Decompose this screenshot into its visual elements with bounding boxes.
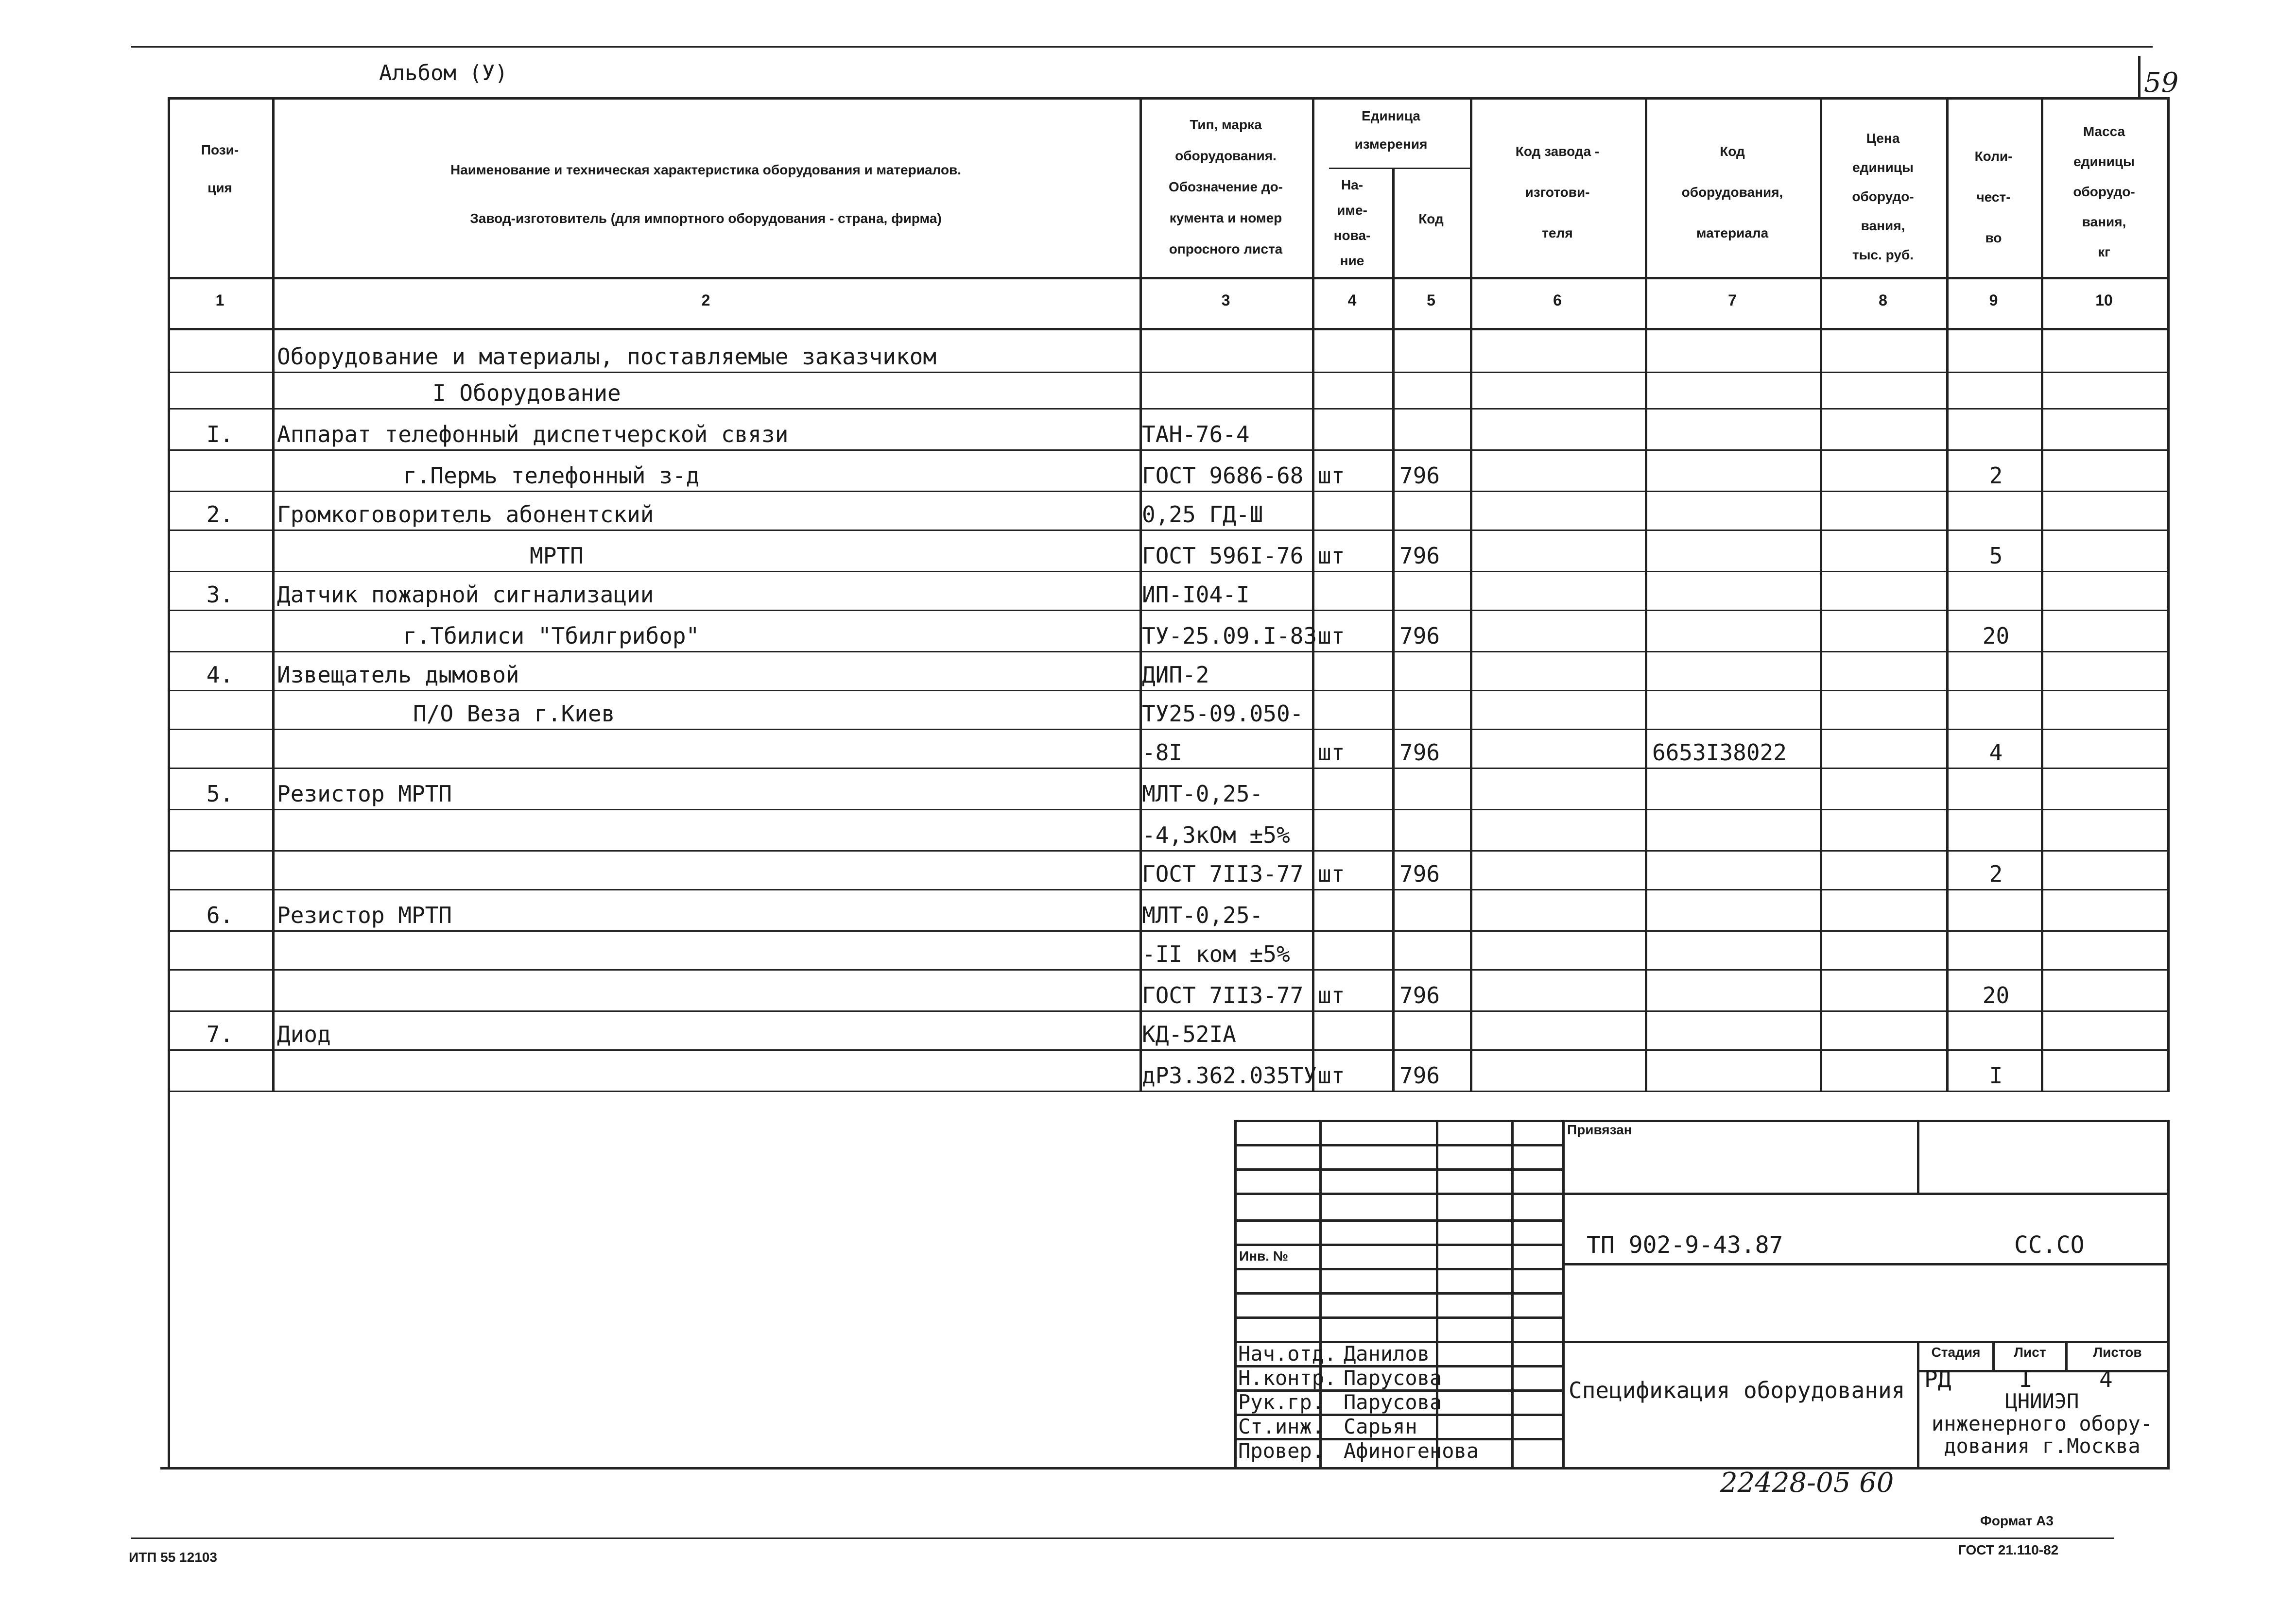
cell-equip-code [1652, 571, 1817, 610]
cell-pos [170, 610, 270, 651]
cell-pos [170, 969, 270, 1010]
cell-equip-code [1652, 850, 1817, 889]
sheet-left-border [168, 1091, 170, 1469]
cell-code [1399, 408, 1467, 449]
cell-unit [1318, 330, 1391, 372]
unit-group-header: Единица измерения [1354, 108, 1428, 152]
top-rule [131, 46, 2153, 48]
cell-unit [1318, 408, 1391, 449]
col-line-10 [2167, 97, 2170, 1091]
cell-code [1399, 1010, 1467, 1049]
tb-row-1 [1234, 1144, 1562, 1146]
cell-qty [1953, 930, 2038, 969]
cell-code [1399, 571, 1467, 610]
cell-qty [1953, 768, 2038, 809]
cell-type [1142, 372, 1312, 408]
cell-equip-code [1652, 330, 1817, 372]
cell-type: дР3.362.035ТУ [1142, 1062, 1317, 1089]
cell-pos [170, 372, 270, 408]
tb-row-6 [1234, 1268, 1562, 1270]
cell-qty [1953, 690, 2038, 729]
cell-pos [170, 729, 270, 768]
organization: ЦНИИЭП инженерного обору- дования г.Москва [1931, 1389, 2153, 1458]
cell-type: ГОСТ 7II3-77 [1142, 982, 1304, 1008]
cell-type: ГОСТ 9686-68 [1142, 462, 1304, 489]
album-label: Альбом (У) [379, 61, 508, 85]
col-num-5: 5 [1427, 291, 1435, 309]
col-header-7: Код оборудования, материала [1681, 144, 1783, 240]
col-num-9: 9 [1989, 291, 1998, 309]
inv-number-label: Инв. № [1239, 1248, 1289, 1264]
cell-equip-code [1652, 889, 1817, 930]
signer-name: Парусова [1344, 1366, 1442, 1390]
cell-unit [1318, 651, 1391, 690]
table-top-border [168, 97, 2170, 100]
cell-qty [1953, 889, 2038, 930]
sheet-value: I [2019, 1366, 2033, 1392]
cell-type: ИП-I04-I [1142, 581, 1250, 608]
cell-pos: 6. [206, 902, 234, 928]
cell-name [277, 969, 1137, 1010]
tb-row-3 [1234, 1193, 2167, 1195]
tb-row-7 [1234, 1292, 1562, 1295]
cell-pos [170, 809, 270, 850]
cell-name: Аппарат телефонный диспетчерской связи [277, 421, 789, 447]
cell-unit [1318, 690, 1391, 729]
cell-type: 0,25 ГД-Ш [1142, 501, 1263, 528]
tb-line-g [1917, 1120, 1919, 1193]
cell-equip-code [1652, 372, 1817, 408]
cell-pos [170, 850, 270, 889]
signer-role: Н.контр. [1238, 1366, 1337, 1390]
gost-label: ГОСТ 21.110-82 [1958, 1542, 2059, 1557]
page-number: 59 [2144, 67, 2179, 99]
col-line-1 [272, 97, 275, 1091]
stage-label: Стадия [1931, 1345, 1981, 1360]
stamp-label: ИТП 55 12103 [129, 1550, 217, 1565]
col-header-4: На- име- нова- ние [1333, 177, 1371, 268]
cell-pos: I. [206, 421, 234, 447]
cell-unit: шт [1318, 1062, 1345, 1089]
cell-equip-code [1652, 1049, 1817, 1091]
cell-unit: шт [1318, 739, 1345, 766]
cell-equip-code: 6653I38022 [1652, 739, 1787, 766]
cell-equip-code [1652, 449, 1817, 491]
cell-code: 796 [1399, 462, 1440, 489]
cell-unit: шт [1318, 982, 1345, 1008]
cell-code: 796 [1399, 1062, 1440, 1089]
cell-name [277, 729, 1137, 768]
tb-row-5 [1234, 1244, 1562, 1246]
signer-name: Данилов [1344, 1342, 1430, 1366]
cell-qty: 2 [1989, 861, 2003, 887]
col-header-6: Код завода - изготови- теля [1515, 144, 1600, 240]
col-num-6: 6 [1553, 291, 1562, 309]
cell-type: ДИП-2 [1142, 662, 1209, 688]
col-num-4: 4 [1347, 291, 1357, 309]
tb-row-2 [1234, 1168, 1562, 1171]
cell-equip-code [1652, 690, 1817, 729]
cell-qty [1953, 571, 2038, 610]
tb-line-a [1234, 1120, 1237, 1469]
cell-qty: 5 [1989, 543, 2003, 569]
cell-name [277, 1049, 1137, 1091]
cell-type: ТУ25-09.050- [1142, 700, 1304, 727]
cell-pos: 5. [206, 781, 234, 807]
cell-code: 796 [1399, 739, 1440, 766]
header-bottom-border [168, 277, 2170, 279]
cell-unit [1318, 930, 1391, 969]
footer-rule [131, 1538, 2114, 1539]
sheets-value: 4 [2099, 1366, 2113, 1392]
cell-pos: 3. [206, 581, 234, 608]
cell-pos [170, 530, 270, 571]
cell-type: -II ком ±5% [1142, 941, 1290, 967]
cell-type: МЛТ-0,25- [1142, 902, 1263, 928]
cell-unit [1318, 571, 1391, 610]
cell-pos [170, 930, 270, 969]
cell-name [277, 850, 1137, 889]
signer-role: Провер. [1238, 1439, 1325, 1463]
cell-qty: 20 [1982, 982, 2010, 1008]
cell-name: МРТП [530, 543, 584, 569]
signer-name: Афиногенова [1344, 1439, 1479, 1463]
cell-pos: 2. [206, 501, 234, 528]
cell-equip-code [1652, 1010, 1817, 1049]
cell-unit [1318, 889, 1391, 930]
cell-equip-code [1652, 809, 1817, 850]
col-header-3: Тип, марка оборудования. Обозначение до- кумента и номер опросного листа [1168, 117, 1283, 256]
cell-name: г.Пермь телефонный з-д [403, 462, 700, 489]
cell-unit: шт [1318, 462, 1345, 489]
cell-type: КД-52IA [1142, 1021, 1236, 1047]
signer-name: Сарьян [1344, 1415, 1417, 1438]
cell-equip-code [1652, 969, 1817, 1010]
col-num-2: 2 [701, 291, 710, 309]
cell-name: Оборудование и материалы, поставляемые заказчиком [277, 343, 937, 370]
cell-code [1399, 372, 1467, 408]
col-header-9: Коли- чест- во [1974, 149, 2013, 245]
cell-code [1399, 690, 1467, 729]
cell-pos [170, 449, 270, 491]
cell-code [1399, 809, 1467, 850]
cell-code: 796 [1399, 623, 1440, 649]
cell-code [1399, 651, 1467, 690]
cell-qty [1953, 809, 2038, 850]
tb-row-5b [1562, 1263, 2167, 1265]
cell-pos [170, 330, 270, 372]
col-num-10: 10 [2095, 291, 2113, 309]
row-divider [168, 1091, 2170, 1092]
cell-code: 796 [1399, 861, 1440, 887]
tb-line-e [1562, 1120, 1565, 1469]
cell-name [277, 930, 1137, 969]
cell-type: МЛТ-0,25- [1142, 781, 1263, 807]
tb-line-f [2167, 1120, 2170, 1469]
cell-name [277, 809, 1137, 850]
col-header-10: Масса единицы оборудо- вания, кг [2073, 124, 2135, 259]
handwritten-number: 22428-05 60 [1720, 1467, 1894, 1499]
cell-type: -8I [1142, 739, 1183, 766]
cell-unit: шт [1318, 543, 1345, 569]
cell-type: ТУ-25.09.I-83 [1142, 623, 1317, 649]
cell-type: -4,3кОм ±5% [1142, 822, 1290, 848]
cell-code [1399, 768, 1467, 809]
cell-qty: 20 [1982, 623, 2010, 649]
unit-group-rule [1329, 168, 1470, 169]
cell-equip-code [1652, 610, 1817, 651]
cell-code [1399, 930, 1467, 969]
doc-title: Спецификация оборудования [1569, 1377, 1905, 1403]
doc-code: ТП 902-9-43.87 [1587, 1231, 1783, 1259]
cell-unit: шт [1318, 623, 1345, 649]
cell-code: 796 [1399, 543, 1440, 569]
cell-code [1399, 330, 1467, 372]
cell-name: Резистор МРТП [277, 902, 452, 928]
cell-unit [1318, 372, 1391, 408]
cell-equip-code [1652, 651, 1817, 690]
cell-code [1399, 491, 1467, 530]
cell-unit [1318, 491, 1391, 530]
cell-qty [1953, 651, 2038, 690]
col-header-1: Пози- ция [201, 142, 239, 195]
col-num-7: 7 [1728, 291, 1737, 309]
cell-unit [1318, 768, 1391, 809]
cell-qty: 2 [1989, 462, 2003, 489]
cell-type: ТАН-76-4 [1142, 421, 1250, 447]
col-num-3: 3 [1221, 291, 1230, 309]
cell-qty [1953, 491, 2038, 530]
cell-qty [1953, 408, 2038, 449]
cell-equip-code [1652, 408, 1817, 449]
tb-line-c [1436, 1120, 1438, 1469]
cell-type: ГОСТ 596I-76 [1142, 543, 1304, 569]
col-num-1: 1 [215, 291, 224, 309]
cell-equip-code [1652, 930, 1817, 969]
cell-unit: шт [1318, 861, 1345, 887]
tb-row-8 [1234, 1316, 1562, 1319]
cell-equip-code [1652, 491, 1817, 530]
cell-unit [1318, 1010, 1391, 1049]
cell-type: ГОСТ 7II3-77 [1142, 861, 1304, 887]
col-num-8: 8 [1879, 291, 1887, 309]
cell-name: I Оборудование [432, 380, 621, 406]
col-header-2: Наименование и техническая характеристика оборудования и материалов. Завод-изготовитель (для импортного оборудования - страна, фирма) [450, 162, 962, 226]
cell-name: Резистор МРТП [277, 781, 452, 807]
cell-qty: 4 [1989, 739, 2003, 766]
cell-name: Диод [277, 1021, 331, 1047]
tb-line-d [1511, 1120, 1514, 1469]
cell-pos [170, 690, 270, 729]
cell-equip-code [1652, 768, 1817, 809]
cell-type [1142, 330, 1312, 372]
tb-row-0 [1234, 1120, 2167, 1122]
cell-qty [1953, 372, 2038, 408]
cell-code [1399, 889, 1467, 930]
col-header-8: Цена единицы оборудо- вания, тыс. руб. [1852, 131, 1914, 262]
stage-value: РД [1924, 1366, 1951, 1392]
tb-row-4 [1234, 1219, 1562, 1222]
sheet-label: Лист [2014, 1345, 2046, 1360]
cell-qty [1953, 330, 2038, 372]
cell-name: Извещатель дымовой [277, 662, 519, 688]
signer-role: Рук.гр. [1238, 1390, 1325, 1414]
signer-role: Ст.инж. [1238, 1415, 1325, 1438]
cell-pos: 4. [206, 662, 234, 688]
cell-name: П/О Веза г.Киев [413, 700, 615, 727]
privyazan-label: Привязан [1567, 1122, 1632, 1137]
col-header-5: Код [1418, 211, 1444, 226]
cell-name: Датчик пожарной сигнализации [277, 581, 654, 608]
sheet-code: СС.СО [2014, 1231, 2085, 1259]
cell-name: г.Тбилиси "Тбилгрибор" [403, 623, 700, 649]
format-label: Формат А3 [1980, 1513, 2054, 1528]
signer-role: Нач.отд. [1238, 1342, 1337, 1366]
tb-row-10 [1917, 1370, 2167, 1372]
cell-name: Громкоговоритель абонентский [277, 501, 654, 528]
sheets-label: Листов [2093, 1345, 2142, 1360]
cell-qty [1953, 1010, 2038, 1049]
signer-name: Парусова [1344, 1390, 1442, 1414]
page-number-divider [2138, 56, 2141, 100]
cell-pos: 7. [206, 1021, 234, 1047]
cell-unit [1318, 809, 1391, 850]
cell-pos [170, 1049, 270, 1091]
cell-code: 796 [1399, 982, 1440, 1008]
cell-qty: I [1989, 1062, 2003, 1089]
cell-equip-code [1652, 530, 1817, 571]
